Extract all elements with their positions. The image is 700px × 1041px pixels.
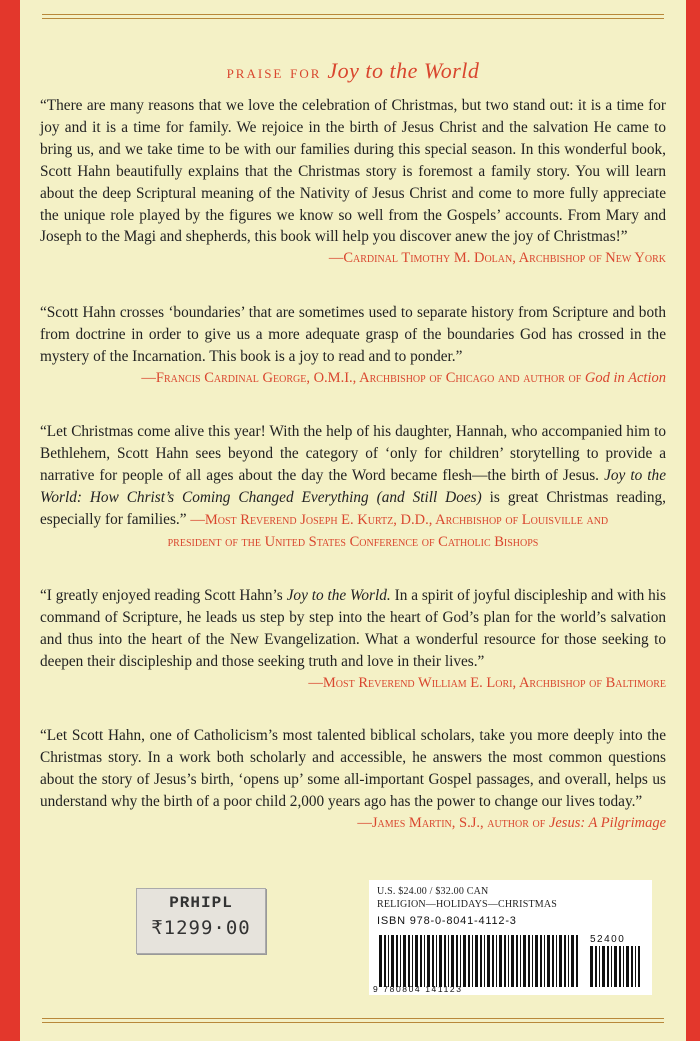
barcode-bar	[571, 935, 574, 987]
barcode-bar	[635, 946, 636, 987]
barcode-bar	[480, 935, 482, 987]
barcode-bar	[456, 935, 458, 987]
barcode-bar	[532, 935, 533, 987]
barcode-bar	[631, 946, 633, 987]
barcode-bar	[400, 935, 401, 987]
barcode-bar	[463, 935, 466, 987]
attribution-work: Jesus: A Pilgrimage	[548, 814, 666, 831]
price-barcode	[590, 946, 640, 987]
barcode-bar	[499, 935, 502, 987]
barcode-bar	[602, 946, 605, 987]
quote-attribution: —Most Reverend Joseph E. Kurtz, D.D., Archbishop of Louisville and	[190, 511, 609, 528]
barcode-bar	[544, 935, 545, 987]
attribution-text: —James Martin, S.J., author of	[357, 814, 546, 831]
barcode-bar	[511, 935, 514, 987]
quote-attribution	[357, 813, 666, 835]
barcode-bar	[599, 946, 600, 987]
barcode-bar	[448, 935, 449, 987]
barcode-bar	[384, 935, 386, 987]
barcode-bar	[611, 946, 612, 987]
barcode-bar	[460, 935, 461, 987]
quote-attribution: —Cardinal Timothy M. Dolan, Archbishop of New York	[328, 250, 666, 267]
quote-text: “Scott Hahn crosses ‘boundaries’ that are sometimes used to separate history from Scripture and both from doctrine in order to give us a more adequate grasp of the boundaries God has crossed in the mystery of the Incarnation. This book is a joy to read and to ponder.”	[40, 304, 666, 365]
barcode-bar	[619, 946, 621, 987]
heading-title: Joy to the World	[327, 58, 480, 83]
quote-text-a: “Let Christmas come alive this year! With the help of his daughter, Hannah, who accompanied him to Bethlehem, Scott Hahn sees beyond the category of ‘only for children’ storytelling to provide a narrative for people of all ages about the day the Word became flesh—the birth of Jesus.	[40, 423, 666, 484]
praise-heading	[20, 58, 686, 84]
quote-work: Joy to the World: How Christ’s Coming Changed Everything (and Still Does)	[40, 466, 666, 506]
barcode-bar	[576, 935, 578, 987]
barcode-bar	[556, 935, 557, 987]
price-code: 52400	[590, 934, 626, 945]
quote-attribution: —Most Reverend William E. Lori, Archbishop of Baltimore	[308, 674, 666, 691]
barcode-bar	[516, 935, 518, 987]
barcode-bar	[559, 935, 562, 987]
barcode-box	[369, 880, 652, 995]
barcode-bar	[412, 935, 413, 987]
barcode-bar	[623, 946, 624, 987]
barcode-bar	[590, 946, 593, 987]
isbn-label: ISBN 978-0-8041-4112-3	[377, 915, 517, 927]
barcode-bar	[424, 935, 425, 987]
barcode-bar	[439, 935, 442, 987]
quote-text-b: is great Christmas reading, especially for families.”	[40, 488, 667, 528]
quote-lori	[40, 585, 666, 695]
barcode-bar	[607, 946, 609, 987]
barcode-bar	[436, 935, 437, 987]
barcode-bar	[492, 935, 494, 987]
heading-prefix: praise for	[226, 62, 322, 83]
barcode-bar	[396, 935, 398, 987]
barcode-bar	[475, 935, 478, 987]
barcode-bar	[472, 935, 473, 987]
barcode-bar	[547, 935, 550, 987]
quote-work: Joy to the World.	[286, 587, 391, 604]
quote-kurtz	[40, 421, 666, 553]
barcode-bar	[540, 935, 542, 987]
quote-martin	[40, 725, 666, 835]
barcode-bar	[403, 935, 406, 987]
quote-text: “Let Scott Hahn, one of Catholicism’s most talented biblical scholars, take you more deeply into the Christmas story. In a work both scholarly and accessible, he answers the most common questions about the story of Jesus’s birth, ‘opens up’ some all-important Gospel passages, and overall, helps us understand why the birth of a poor child 2,000 years ago has the power to change our lives today.”	[40, 727, 666, 810]
barcode-bar	[520, 935, 521, 987]
barcode-bar	[564, 935, 566, 987]
barcode-bar	[408, 935, 410, 987]
barcode-bar	[523, 935, 526, 987]
barcode-bar	[484, 935, 485, 987]
barcode-bar	[568, 935, 569, 987]
quote-dolan	[40, 95, 666, 270]
barcode-bar	[496, 935, 497, 987]
barcode-bar	[444, 935, 446, 987]
price-sticker	[136, 888, 266, 954]
barcode-bar	[552, 935, 554, 987]
barcode-bar	[451, 935, 454, 987]
ean-digits: 9 780804 141123	[373, 984, 463, 994]
barcode-bar	[487, 935, 490, 987]
barcode-bar	[595, 946, 597, 987]
barcode-bar	[535, 935, 538, 987]
quote-text-b: In a spirit of joyful discipleship and with his command of Scripture, he leads us step by step into the heart of God’s plan for the world’s salvation and thus into the heart of the New Evangelization. What a wonderful resource for those seeking to deepen their discipleship and those seeking truth and love in their lives.”	[40, 587, 666, 670]
barcode-bar	[468, 935, 470, 987]
top-rule	[42, 14, 664, 19]
quote-george	[40, 302, 666, 390]
attribution-work: God in Action	[584, 369, 666, 386]
barcode-bar	[626, 946, 629, 987]
sticker-price: ₹1299·00	[151, 917, 251, 939]
barcode-bar	[388, 935, 389, 987]
quote-text-a: “I greatly enjoyed reading Scott Hahn’s	[40, 587, 283, 604]
barcode-bar	[420, 935, 422, 987]
barcode-bar	[614, 946, 617, 987]
barcode-bar	[432, 935, 434, 987]
sticker-code: PRHIPL	[169, 894, 233, 912]
attribution-text: —Francis Cardinal George, O.M.I., Archbishop of Chicago and author of	[141, 369, 582, 386]
price-line: U.S. $24.00 / $32.00 CAN	[377, 886, 489, 897]
quote-attribution-2: president of the United States Conference of Catholic Bishops	[167, 533, 539, 550]
category-line: RELIGION—HOLIDAYS—CHRISTMAS	[377, 899, 558, 910]
barcode-bar	[528, 935, 530, 987]
barcode-bar	[508, 935, 509, 987]
barcode-bar	[638, 946, 640, 987]
barcode-bar	[427, 935, 430, 987]
barcode-bar	[391, 935, 394, 987]
ean-barcode	[379, 935, 579, 987]
quote-text: “There are many reasons that we love the celebration of Christmas, but two stand out: it is a time for joy and it is a time for family. We rejoice in the birth of Jesus Christ and the salvation He came to bring us, and we take time to be with our families during this special season. In this wonderful book, Scott Hahn beautifully explains that the Christmas story is foremost a family story. You will learn about the deep Scriptural meaning of the Nativity of Jesus Christ and come to more fully appreciate the unique role played by the figures we know so well from the Gospels’ accounts. From Mary and Joseph to the Magi and shepherds, this book will help you discover anew the joy of Christmas!”	[40, 97, 666, 246]
quote-attribution	[40, 368, 666, 390]
barcode-bar	[415, 935, 418, 987]
barcode-bar	[379, 935, 382, 987]
barcode-bar	[504, 935, 506, 987]
bottom-rule	[42, 1018, 664, 1023]
